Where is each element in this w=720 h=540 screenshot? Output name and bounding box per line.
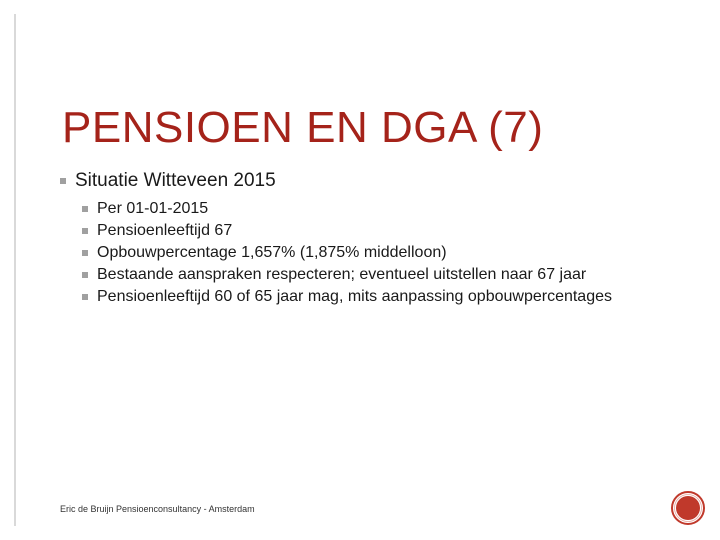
square-bullet-icon [82,228,88,234]
bullet-text: Situatie Witteveen 2015 [75,170,276,191]
bullet-level1 [60,170,680,192]
bullet-level2 [82,264,680,285]
bullet-text: Per 01-01-2015 [97,200,209,217]
square-bullet-icon [82,250,88,256]
bullet-text: Pensioenleeftijd 67 [97,222,233,239]
bullet-level2 [82,242,680,263]
slide-title: PENSIOEN EN DGA (7) [62,103,544,153]
slide-content [60,170,680,308]
bullet-text: Bestaande aanspraken respecteren; eventueel uitstellen naar 67 jaar [97,266,587,283]
bullet-text: Pensioenleeftijd 60 of 65 jaar mag, mits aanpassing opbouwpercentages [97,288,612,305]
left-border-line [14,14,16,526]
square-bullet-icon [82,294,88,300]
square-bullet-icon [82,206,88,212]
square-bullet-icon [60,178,66,184]
square-bullet-icon [82,272,88,278]
bullet-level2 [82,286,680,307]
bullet-text: Opbouwpercentage 1,657% (1,875% middelloon) [97,244,447,261]
slide-footer: Eric de Bruijn Pensioenconsultancy - Amsterdam [60,504,255,514]
bullet-level2 [82,198,680,219]
page-number-badge-icon [670,490,706,526]
bullet-level2 [82,220,680,241]
